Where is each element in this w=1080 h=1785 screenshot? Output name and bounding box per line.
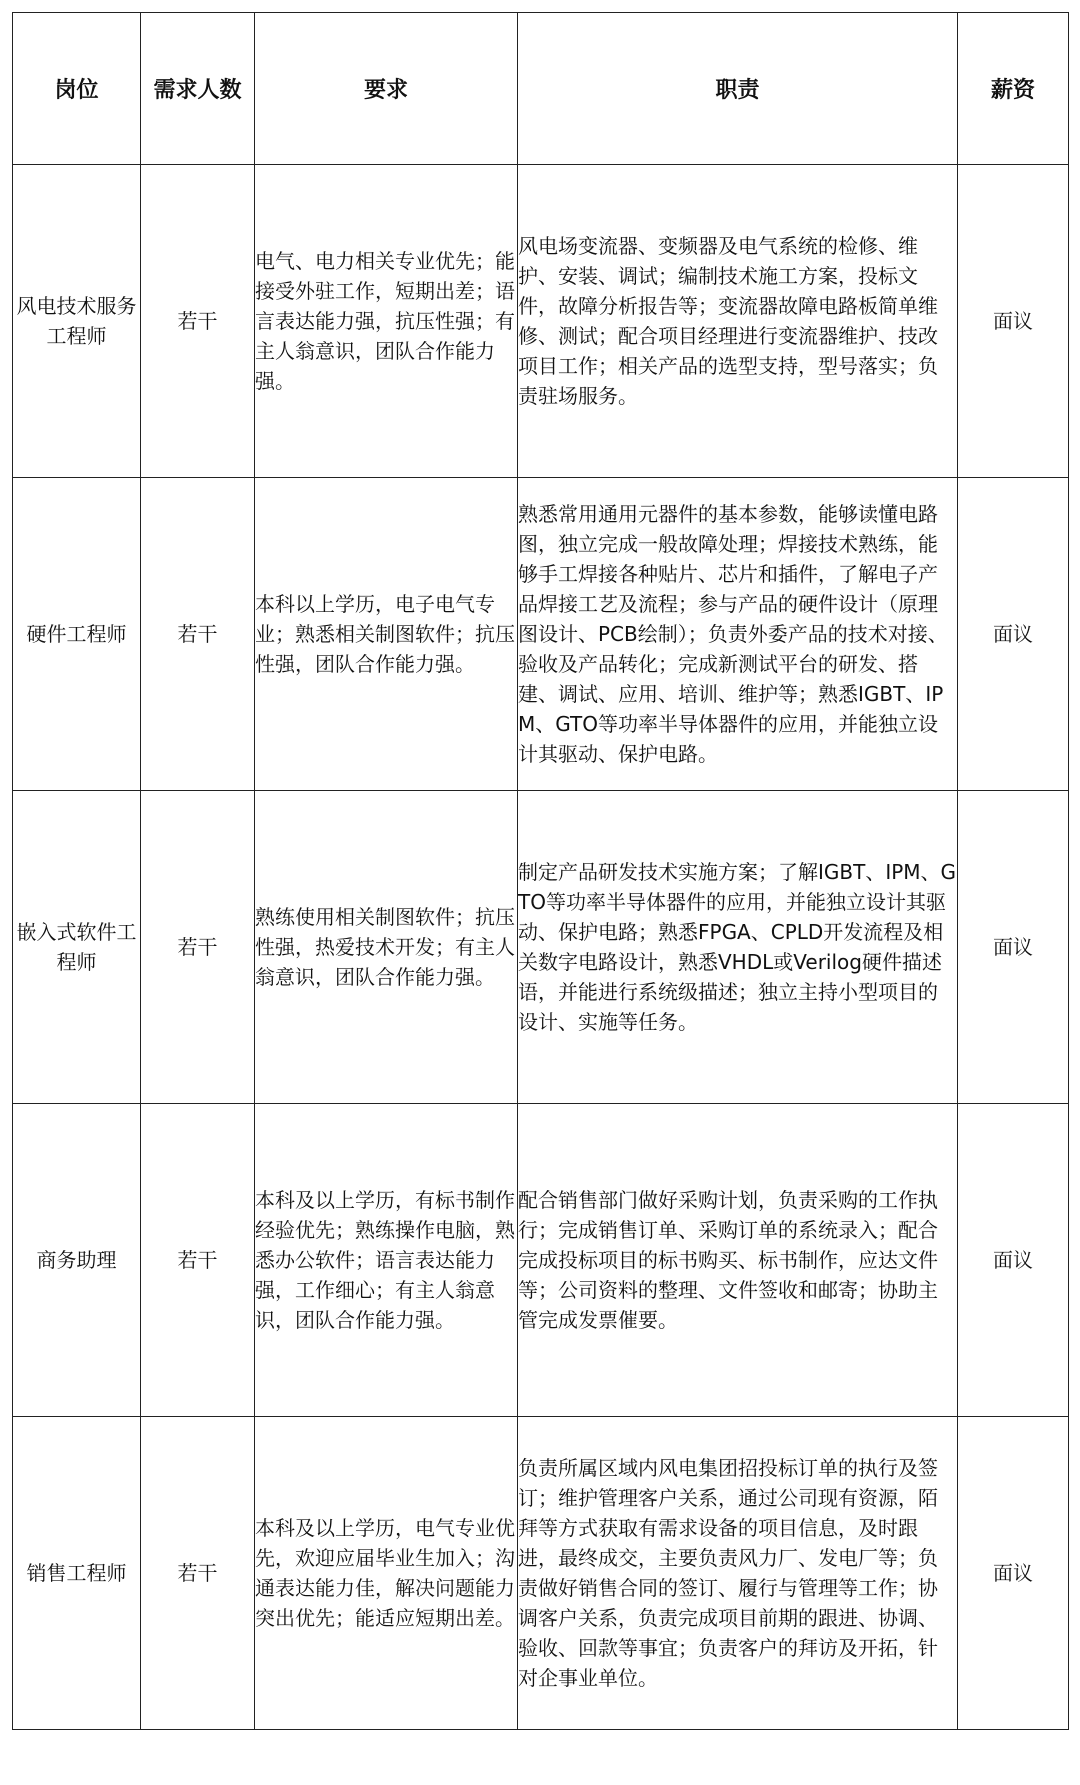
table-row (13, 165, 1069, 478)
cell-requirements: 熟练使用相关制图软件；抗压性强，热爱技术开发；有主人翁意识，团队合作能力强。 (255, 791, 518, 1104)
cell-salary: 面议 (958, 165, 1069, 478)
cell-salary: 面议 (958, 791, 1069, 1104)
cell-position: 销售工程师 (13, 1417, 141, 1730)
header-headcount: 需求人数 (141, 13, 255, 165)
table-row (13, 478, 1069, 791)
header-requirements: 要求 (255, 13, 518, 165)
cell-duties: 熟悉常用通用元器件的基本参数，能够读懂电路图，独立完成一般故障处理；焊接技术熟练，能够手工焊接各种贴片、芯片和插件，了解电子产品焊接工艺及流程；参与产品的硬件设计（原理图设计、PCB绘制）；负责外委产品的技术对接、验收及产品转化；完成新测试平台的研发、搭建、调试、应用、培训、维护等；熟悉IGBT、IPM、GTO等功率半导体器件的应用，并能独立设计其驱动、保护电路。 (518, 478, 958, 791)
cell-requirements: 本科及以上学历，电气专业优先，欢迎应届毕业生加入；沟通表达能力佳，解决问题能力突出优先；能适应短期出差。 (255, 1417, 518, 1730)
cell-headcount: 若干 (141, 478, 255, 791)
table-header (13, 13, 1069, 165)
table-row (13, 1417, 1069, 1730)
cell-headcount: 若干 (141, 791, 255, 1104)
cell-requirements: 本科及以上学历，有标书制作经验优先；熟练操作电脑，熟悉办公软件；语言表达能力强，工作细心；有主人翁意识，团队合作能力强。 (255, 1104, 518, 1417)
cell-headcount: 若干 (141, 165, 255, 478)
header-duties: 职责 (518, 13, 958, 165)
job-openings-table (12, 12, 1069, 1730)
cell-salary: 面议 (958, 1417, 1069, 1730)
header-position: 岗位 (13, 13, 141, 165)
cell-duties: 制定产品研发技术实施方案；了解IGBT、IPM、GTO等功率半导体器件的应用，并能独立设计其驱动、保护电路；熟悉FPGA、CPLD开发流程及相关数字电路设计，熟悉VHDL或Verilog硬件描述语，并能进行系统级描述；独立主持小型项目的设计、实施等任务。 (518, 791, 958, 1104)
cell-position: 硬件工程师 (13, 478, 141, 791)
cell-duties: 风电场变流器、变频器及电气系统的检修、维护、安装、调试；编制技术施工方案，投标文件，故障分析报告等；变流器故障电路板简单维修、测试；配合项目经理进行变流器维护、技改项目工作；相关产品的选型支持，型号落实；负责驻场服务。 (518, 165, 958, 478)
cell-position: 嵌入式软件工程师 (13, 791, 141, 1104)
cell-position: 风电技术服务工程师 (13, 165, 141, 478)
table-body (13, 165, 1069, 1730)
cell-salary: 面议 (958, 1104, 1069, 1417)
cell-requirements: 本科以上学历，电子电气专业；熟悉相关制图软件；抗压性强，团队合作能力强。 (255, 478, 518, 791)
header-row (13, 13, 1069, 165)
cell-duties: 配合销售部门做好采购计划，负责采购的工作执行；完成销售订单、采购订单的系统录入；配合完成投标项目的标书购买、标书制作，应达文件等；公司资料的整理、文件签收和邮寄；协助主管完成发票催要。 (518, 1104, 958, 1417)
cell-duties: 负责所属区域内风电集团招投标订单的执行及签订；维护管理客户关系，通过公司现有资源，陌拜等方式获取有需求设备的项目信息，及时跟进，最终成交，主要负责风力厂、发电厂等；负责做好销售合同的签订、履行与管理等工作；协调客户关系，负责完成项目前期的跟进、协调、验收、回款等事宜；负责客户的拜访及开拓，针对企事业单位。 (518, 1417, 958, 1730)
cell-headcount: 若干 (141, 1104, 255, 1417)
cell-salary: 面议 (958, 478, 1069, 791)
cell-position: 商务助理 (13, 1104, 141, 1417)
cell-headcount: 若干 (141, 1417, 255, 1730)
table-row (13, 791, 1069, 1104)
cell-requirements: 电气、电力相关专业优先；能接受外驻工作，短期出差；语言表达能力强，抗压性强；有主人翁意识，团队合作能力强。 (255, 165, 518, 478)
header-salary: 薪资 (958, 13, 1069, 165)
table-row (13, 1104, 1069, 1417)
